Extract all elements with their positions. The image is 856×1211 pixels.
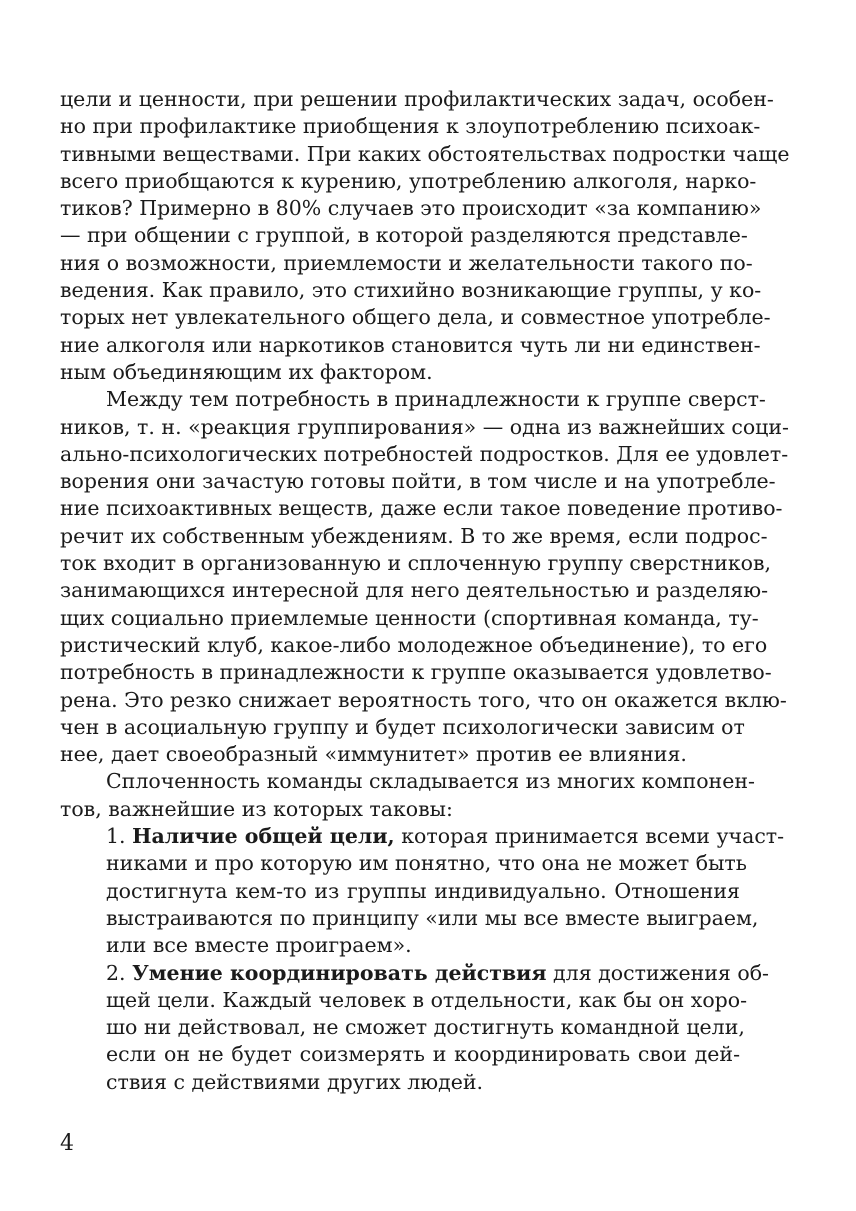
text-line: никами и про которую им понятно, что она не может быть	[106, 851, 747, 876]
text-line: торых нет увлекательного общего дела, и совместное употребле-	[60, 305, 771, 330]
text-line: потребность в принадлежности к группе оказывается удовлетво-	[60, 660, 772, 685]
text-line: тиков? Примерно в 80% случаев это происходит «за компанию»	[60, 196, 762, 221]
text-line: но при профилактике приобщения к злоупотреблению психоак-	[60, 114, 761, 139]
list-item-2	[60, 960, 769, 1096]
text-line: цели и ценности, при решении профилактических задач, особен-	[60, 87, 774, 111]
list-item-first-line	[106, 823, 785, 850]
text-line: шо ни действовал, не сможет достигнуть командной цели,	[106, 1015, 745, 1040]
text-line: всего приобщаются к курению, употреблению алкоголя, нарко-	[60, 168, 757, 193]
text-line: ние психоактивных веществ, даже если такое поведение противо-	[60, 496, 783, 521]
text-line: ние алкоголя или наркотиков становится чуть ли ни единствен-	[60, 332, 761, 357]
text-line: Сплоченность команды складывается из многих компонен-	[106, 769, 755, 794]
list-item-text: которая принимается всеми участ-	[401, 824, 785, 849]
text-line: рена. Это резко снижает вероятность того, что он окажется вклю-	[60, 687, 787, 712]
list-item-first-line	[106, 960, 769, 987]
page-number: 4	[60, 1131, 74, 1156]
text-line: ников, т. н. «реакция группирования» — одна из важнейших соци-	[60, 414, 789, 439]
paragraph-2	[60, 386, 789, 768]
text-line: занимающихся интересной для него деятельностью и разделяю-	[60, 578, 769, 603]
text-line: нее, дает своеобразный «иммунитет» против ее влияния.	[60, 742, 687, 767]
text-line: Между тем потребность в принадлежности к группе сверст-	[106, 387, 766, 412]
list-item-1	[60, 823, 785, 959]
text-line: ристический клуб, какое-либо молодежное объединение), то его	[60, 632, 768, 657]
text-line: тов, важнейшие из которых таковы:	[60, 796, 453, 821]
text-line: тивными веществами. При каких обстоятельствах подростки чаще	[60, 141, 790, 166]
list-number: 1.	[106, 824, 126, 849]
text-line: щей цели. Каждый человек в отдельности, как бы он хоро-	[106, 987, 748, 1012]
text-line: если он не будет соизмерять и координировать свои дей-	[106, 1042, 740, 1067]
page-body	[60, 86, 790, 1096]
text-line: ным объединяющим их фактором.	[60, 359, 433, 384]
text-line: чен в асоциальную группу и будет психологически зависим от	[60, 714, 745, 739]
text-line: ствия с действиями других людей.	[106, 1069, 484, 1094]
paragraph-1	[60, 86, 790, 386]
text-line: речит их собственным убеждениям. В то же время, если подрос-	[60, 523, 768, 548]
text-line: выстраиваются по принципу «или мы все вместе выиграем,	[106, 905, 759, 930]
text-line: ния о возможности, приемлемости и желательности такого по-	[60, 250, 753, 275]
text-line: или все вместе проиграем».	[106, 933, 412, 958]
text-line: достигнута кем-то из группы индивидуально. Отношения	[106, 878, 740, 903]
text-line: ворения они зачастую готовы пойти, в том числе и на употребле-	[60, 469, 776, 494]
text-line: — при общении с группой, в которой разделяются представле-	[60, 223, 748, 248]
paragraph-3	[60, 768, 755, 823]
list-item-lead: Наличие общей цели,	[132, 824, 395, 849]
text-line: ведения. Как правило, это стихийно возникающие группы, у ко-	[60, 278, 762, 303]
list-item-text: для достижения об-	[553, 960, 769, 985]
list-item-lead: Умение координировать действия	[132, 960, 547, 985]
text-line: ток входит в организованную и сплоченную группу сверстников,	[60, 551, 772, 576]
text-line: щих социально приемлемые ценности (спортивная команда, ту-	[60, 605, 759, 630]
text-line: ально-психологических потребностей подростков. Для ее удовлет-	[60, 441, 789, 466]
list-number: 2.	[106, 960, 126, 985]
